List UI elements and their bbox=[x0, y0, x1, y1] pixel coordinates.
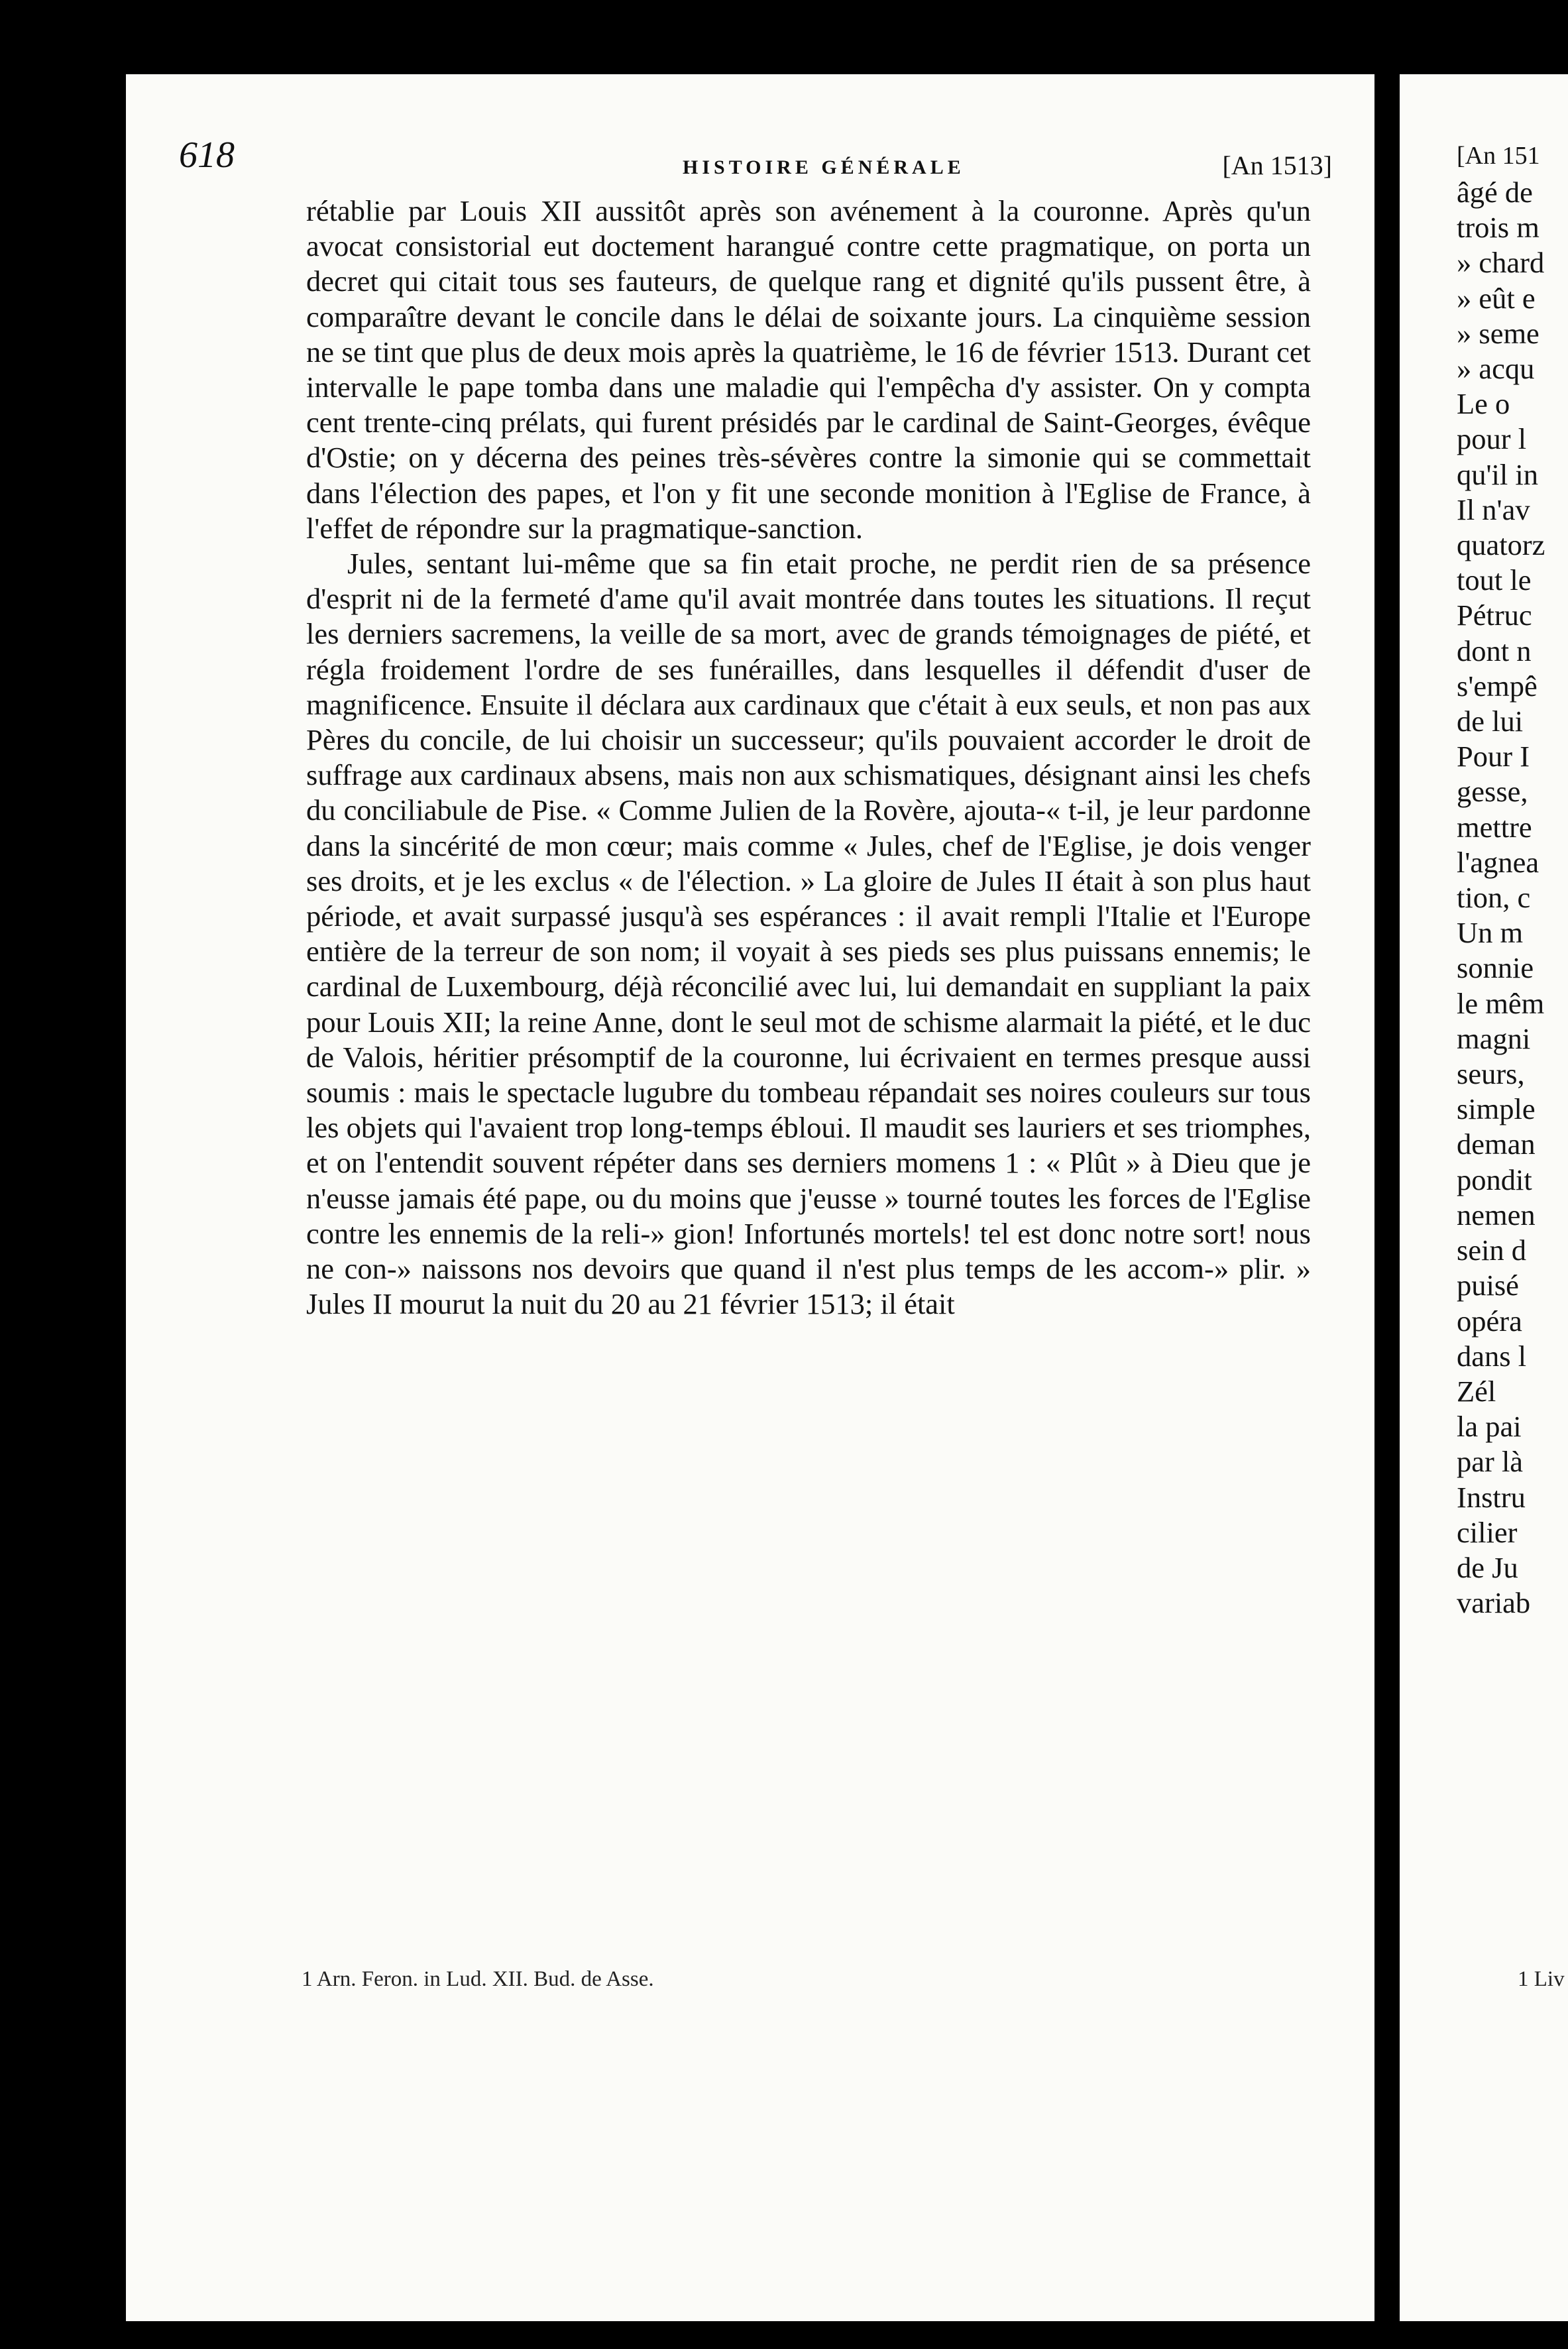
right-page-line: tout le bbox=[1457, 563, 1532, 597]
right-running-head: [An 151 bbox=[1457, 142, 1540, 170]
right-page-line: Pétruc bbox=[1457, 599, 1532, 632]
right-page-line: seurs, bbox=[1457, 1057, 1525, 1091]
right-page-line: par là bbox=[1457, 1445, 1524, 1479]
right-page-line: le mêm bbox=[1457, 986, 1545, 1020]
right-page-line: s'empê bbox=[1457, 669, 1538, 703]
running-year: [An 1513] bbox=[1222, 150, 1332, 180]
right-page-line: qu'il in bbox=[1457, 457, 1538, 491]
right-page-line: pour l bbox=[1457, 422, 1527, 456]
right-page-line: » chard bbox=[1457, 246, 1545, 280]
right-page-line: variab bbox=[1457, 1586, 1531, 1620]
right-page-column bbox=[1457, 137, 1568, 1621]
right-page-line: tion, c bbox=[1457, 881, 1531, 915]
right-page-line: mettre bbox=[1457, 810, 1532, 844]
right-page-line: de Ju bbox=[1457, 1550, 1518, 1584]
right-page-line: trois m bbox=[1457, 211, 1540, 245]
right-page-line: deman bbox=[1457, 1127, 1536, 1161]
right-page-line: pondit bbox=[1457, 1163, 1532, 1196]
right-page-line: opéra bbox=[1457, 1304, 1522, 1338]
right-page-line: puisé bbox=[1457, 1269, 1519, 1302]
page-number: 618 bbox=[179, 135, 235, 176]
right-page-line: simple bbox=[1457, 1092, 1536, 1126]
right-page-line: Le o bbox=[1457, 387, 1510, 421]
right-page-line: Instru bbox=[1457, 1480, 1526, 1514]
right-page-line: nemen bbox=[1457, 1198, 1536, 1232]
body-text bbox=[306, 194, 1311, 1322]
right-page-line: » eût e bbox=[1457, 281, 1536, 315]
right-page-line: cilier bbox=[1457, 1515, 1518, 1549]
right-page-line: dont n bbox=[1457, 634, 1532, 667]
right-page-line: l'agnea bbox=[1457, 845, 1540, 879]
running-head bbox=[179, 134, 1332, 187]
right-page-line: la pai bbox=[1457, 1410, 1522, 1444]
running-title: HISTOIRE GÉNÉRALE bbox=[683, 156, 965, 178]
paragraph-1: rétablie par Louis XII aussitôt après son avénement à la couronne. Après qu'un avocat consistorial eut doctement harangué contre cette pragmatique, on porta un decret qui citait tous ses fauteurs, de quelque rang et dignité qu'ils pussent être, à comparaître devant le concile dans le délai de soixante jours. La cinquième session ne se tint que plus de deux mois après la quatrième, le 16 de février 1513. Durant cet intervalle le pape tomba dans une maladie qui l'empêcha d'y assister. On y compta cent trente-cinq prélats, qui furent présidés par le cardinal de Saint-Georges, évêque d'Ostie; on y décerna des peines très-sévères contre la simonie qui se commettait dans l'élection des papes, et l'on y fit une seconde monition à l'Eglise de France, à l'effet de répondre sur la pragmatique-sanction. bbox=[306, 194, 1311, 545]
right-page-line: Il n'av bbox=[1457, 492, 1530, 526]
right-page-line: Un m bbox=[1457, 916, 1524, 950]
right-footnote: 1 Liv bbox=[1518, 1967, 1565, 1991]
right-page-lines bbox=[1457, 175, 1568, 1621]
right-page-line: sonnie bbox=[1457, 951, 1534, 985]
right-page-line: » seme bbox=[1457, 316, 1540, 350]
right-page-line: Pour I bbox=[1457, 740, 1530, 773]
right-page-line: de lui bbox=[1457, 705, 1524, 738]
right-page-line: dans l bbox=[1457, 1339, 1527, 1373]
right-page-line: gesse, bbox=[1457, 775, 1528, 809]
right-page-line: » acqu bbox=[1457, 352, 1535, 386]
paragraph-2: Jules, sentant lui-même que sa fin etait proche, ne perdit rien de sa présence d'esprit ni de la fermeté d'ame qu'il avait montrée dans toutes les situations. Il reçut les derniers sacremens, la veille de sa mort, avec de grands témoignages de piété, et régla froidement l'ordre de ses funérailles, dans lesquelles il défendit d'user de magnificence. Ensuite il déclara aux cardinaux que c'était à eux seuls, et non pas aux Pères du concile, de lui choisir un successeur; qu'ils pouvaient accorder le droit de suffrage aux cardinaux absens, mais non aux schismatiques, désignant ainsi les chefs du conciliabule de Pise. « Comme Julien de la Rovère, ajouta-« t-il, je leur pardonne dans la sincérité de mon cœur; mais comme « Jules, chef de l'Eglise, je dois venger ses droits, et je les exclus « de l'élection. » La gloire de Jules II était à son plus haut période, et avait surpassé jusqu'à ses espérances : il avait rempli l'Italie et l'Europe entière de la terreur de son nom; il voyait à ses pieds ses plus puissans ennemis; le cardinal de Luxembourg, déjà réconcilié avec lui, lui demandait en suppliant la paix pour Louis XII; la reine Anne, dont le seul mot de schisme alarmait la piété, et le duc de Valois, héritier présomptif de la couronne, lui écrivaient en termes presque aussi soumis : mais le spectacle lugubre du tombeau répandait ses noires couleurs sur tous les objets qui l'avaient trop long-temps ébloui. Il maudit ses lauriers et ses triomphes, et on l'entendit souvent répéter dans ses derniers momens 1 : « Plût » à Dieu que je n'eusse jamais été pape, ou du moins que j'eusse » tourné toutes les forces de l'Eglise contre les ennemis de la reli-» gion! Infortunés mortels! tel est donc notre sort! nous ne con-» naissons nos devoirs que quand il n'est plus temps de les accom-» plir. » Jules II mourut la nuit du 20 au 21 février 1513; il était bbox=[306, 547, 1311, 1321]
footnote: 1 Arn. Feron. in Lud. XII. Bud. de Asse. bbox=[302, 1967, 654, 1991]
right-page-line: sein d bbox=[1457, 1233, 1527, 1267]
right-page-line: magni bbox=[1457, 1021, 1531, 1055]
right-page-line: quatorz bbox=[1457, 528, 1545, 562]
right-page-line: âgé de bbox=[1457, 176, 1533, 209]
right-page-line: Zél bbox=[1457, 1374, 1496, 1408]
